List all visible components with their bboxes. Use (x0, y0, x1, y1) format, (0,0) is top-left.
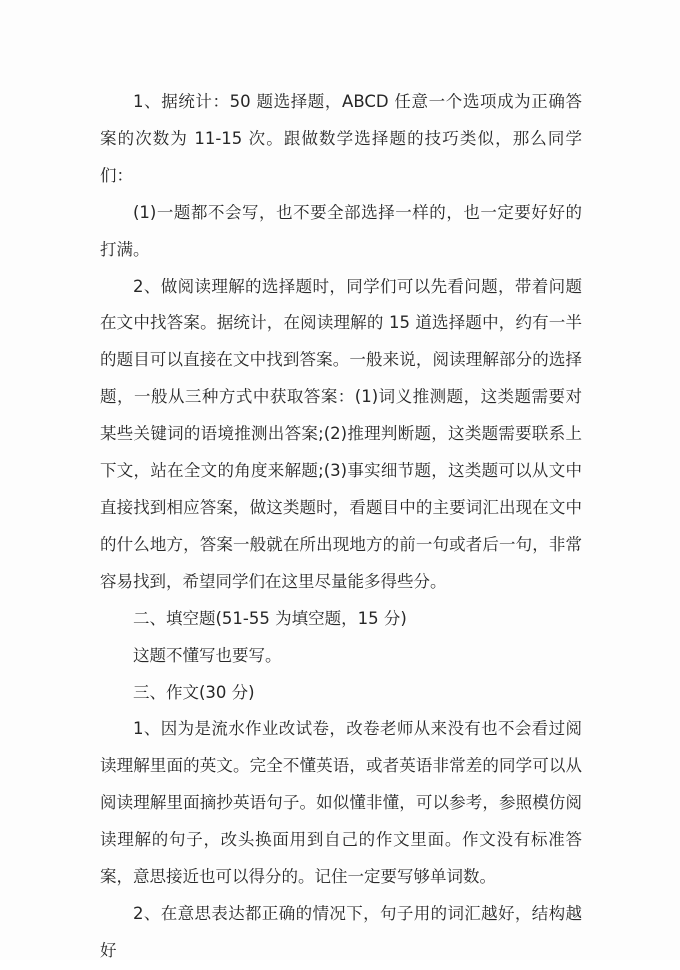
heading-composition: 三、作文(30 分) (133, 682, 255, 702)
paragraph-reading-comprehension: 2、做阅读理解的选择题时，同学们可以先看问题，带着问题在文中找答案。据统计，在阅读理解的 15 道选择题中，约有一半的题目可以直接在文中找到答案。一般来说，阅读理解部分的选择题，一般从三种方式中获取答案：(1)词义推测题，这类题需要对某些关键词的语境推测出答案;(2)推理判断题，这类题需要联系上下文，站在全文的角度来解题;(3)事实细节题，这类题可以从文中直接找到相应答案，做这类题时，看题目中的主要词汇出现在文中的什么地方，答案一般就在所出现地方的前一句或者后一句，非常容易找到，希望同学们在这里尽量能多得些分。 (100, 276, 582, 591)
document-body (100, 84, 582, 970)
paragraph-multiple-choice-stats: 1、据统计：50 题选择题，ABCD 任意一个选项成为正确答案的次数为 11-15 次。跟做数学选择题的技巧类似，那么同学们： (100, 92, 582, 185)
heading-fill-in-blank: 二、填空题(51-55 为填空题，15 分) (133, 608, 407, 628)
paragraph-composition-tip-2: 2、在意思表达都正确的情况下，句子用的词汇越好，结构越好 (100, 903, 582, 960)
paragraph-fill-in-blank-tip: 这题不懂写也要写。 (133, 645, 282, 665)
paragraph-composition-tip-1: 1、因为是流水作业改试卷，改卷老师从来没有也不会看过阅读理解里面的英文。完全不懂英语，或者英语非常差的同学可以从阅读理解里面摘抄英语句子。如似懂非懂，可以参考，参照模仿阅读理解的句子，改头换面用到自己的作文里面。作文没有标准答案，意思接近也可以得分的。记住一定要写够单词数。 (100, 719, 582, 887)
paragraph-fill-all-answers: (1)一题都不会写，也不要全部选择一样的，也一定要好好的打满。 (100, 202, 582, 259)
